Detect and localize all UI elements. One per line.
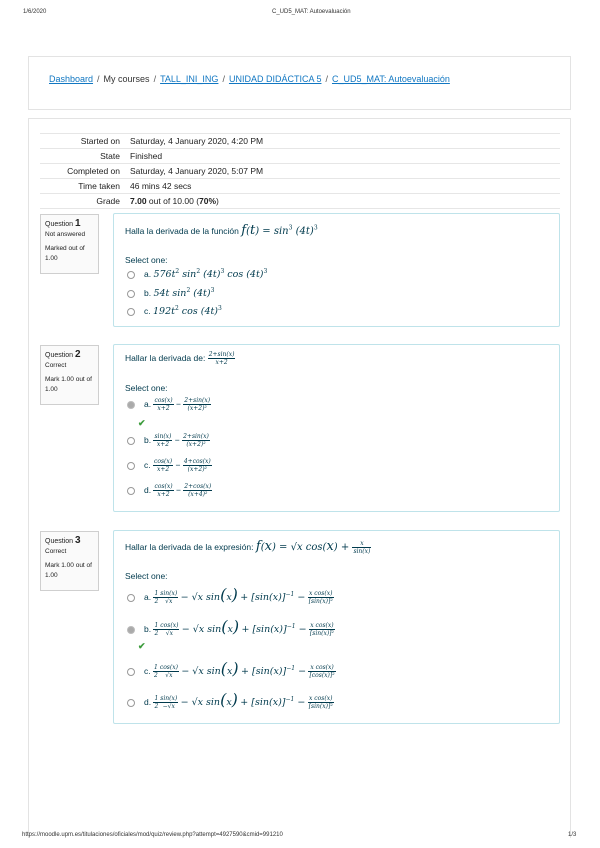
- question-word: Question: [45, 221, 74, 228]
- radio-icon[interactable]: [127, 271, 135, 279]
- question-number: 2: [74, 349, 81, 360]
- summary-label: Time taken: [78, 181, 120, 191]
- question-info-3: [40, 531, 99, 591]
- question-formula: $\frac{2+\sin(x)}{x+2}$: [208, 351, 235, 366]
- summary-value: 7.00 out of 10.00 (70%): [130, 196, 219, 206]
- question-state: Correct: [45, 362, 67, 369]
- breadcrumb-separator: /: [325, 74, 328, 84]
- question-text-3: [125, 539, 371, 555]
- answer-option-c[interactable]: c. $\frac{\cos(x)}{x+2}$ − $\frac{4+\cos(x)}{\text{(x+2)²}}$: [127, 458, 212, 473]
- summary-row-time: [40, 178, 560, 193]
- summary-row-completed: [40, 163, 560, 178]
- grade-percent: 70%: [199, 196, 217, 206]
- radio-icon[interactable]: [127, 437, 135, 445]
- answer-option-a[interactable]: a. $\frac{1}{2}$ $\frac{\sin(x)}{√x}$ − √x $\sin(x) + [\sin(x)]^{-1}$ − $\frac{\text{x cos(x)}}{\text{[sin(x)]²}}$: [127, 585, 334, 605]
- radio-icon[interactable]: [127, 487, 135, 495]
- answer-option-b[interactable]: b. $\frac{\sin(x)}{x+2}$ − $\frac{2+\sin(x)}{\text{(x+2)²}}$: [127, 433, 210, 448]
- radio-icon[interactable]: [127, 401, 135, 409]
- option-letter: c.: [144, 666, 151, 676]
- option-letter: b.: [144, 434, 152, 445]
- print-date: 1/6/2020: [23, 9, 47, 15]
- option-letter: d.: [144, 484, 152, 495]
- breadcrumb-dashboard-link[interactable]: Dashboard: [49, 74, 94, 84]
- breadcrumb-separator: /: [222, 74, 225, 84]
- question-info-2: [40, 345, 99, 405]
- question-info-1: [40, 214, 99, 274]
- answer-option-c[interactable]: c. $\frac{1}{2}$ $\frac{\cos(x)}{√x}$ − √x $\sin(x) + [\sin(x)]^{-1}$ − $\frac{\text{x cos(x)}}{\text{[cos(x)]²}}$: [127, 659, 336, 679]
- answer-option-c[interactable]: c. $192t^2$ $\cos (4t)^3$: [127, 305, 222, 317]
- option-letter: a.: [144, 592, 152, 602]
- summary-label: Grade: [96, 196, 120, 206]
- question-state: Correct: [45, 548, 67, 555]
- radio-icon[interactable]: [127, 626, 135, 634]
- breadcrumb-panel: [28, 56, 571, 110]
- summary-row-grade: [40, 193, 560, 209]
- answer-option-b[interactable]: b. $\frac{1}{2}$ $\frac{\cos(x)}{√x}$ − √x $\sin(x) + [\sin(x)]^{-1}$ − $\frac{\text{x cos(x)}}{\text{[sin(x)]²}}$: [127, 617, 335, 637]
- select-one-label: Select one:: [125, 571, 168, 581]
- question-number: 1: [74, 218, 81, 229]
- option-letter: c.: [144, 306, 151, 317]
- option-letter: d.: [144, 697, 152, 707]
- breadcrumb-separator: /: [153, 74, 157, 84]
- question-state: Not answered: [45, 231, 86, 238]
- summary-label: Started on: [80, 136, 120, 146]
- breadcrumb-course-link[interactable]: TALL_INI_ING: [160, 74, 219, 84]
- question-box-1: [113, 213, 560, 327]
- option-letter: b.: [144, 624, 152, 634]
- print-page-number: 1/3: [568, 832, 577, 838]
- check-icon: ✔: [138, 418, 146, 428]
- summary-label: Completed on: [67, 166, 120, 176]
- summary-row-started: [40, 133, 560, 148]
- radio-icon[interactable]: [127, 699, 135, 707]
- question-formula: $f(t) = \sin^3 (4t)^3$: [241, 223, 318, 238]
- summary-value: 46 mins 42 secs: [130, 181, 192, 191]
- summary-label: State: [100, 151, 120, 161]
- breadcrumb-unit-link[interactable]: UNIDAD DIDÁCTICA 5: [228, 74, 322, 84]
- question-prompt: Halla la derivada de la función: [125, 226, 239, 236]
- question-box-3: [113, 530, 560, 724]
- question-word: Question: [45, 538, 74, 545]
- answer-option-b[interactable]: b. 54t $\sin^2 (4t)^3$: [127, 287, 214, 299]
- breadcrumb: [49, 74, 450, 84]
- question-mark: Mark 1.00 out of 1.00: [45, 562, 92, 579]
- question-number: 3: [74, 535, 81, 546]
- summary-row-state: [40, 148, 560, 163]
- radio-icon[interactable]: [127, 308, 135, 316]
- breadcrumb-separator: /: [97, 74, 100, 84]
- question-prompt: Hallar la derivada de la expresión:: [125, 542, 254, 552]
- question-text-2: [125, 351, 235, 366]
- grade-out-of: out of 10.00: [148, 196, 194, 206]
- radio-icon[interactable]: [127, 290, 135, 298]
- grade-value: 7.00: [130, 196, 147, 206]
- summary-value: Saturday, 4 January 2020, 4:20 PM: [130, 136, 264, 146]
- breadcrumb-quiz-link[interactable]: C_UD5_MAT: Autoevaluación: [331, 74, 450, 84]
- radio-icon[interactable]: [127, 462, 135, 470]
- question-formula: f(x) = √x cos(x) + $\frac{x}{\sin(x)}$: [255, 539, 371, 555]
- summary-value: Saturday, 4 January 2020, 5:07 PM: [130, 166, 264, 176]
- option-letter: a.: [144, 269, 152, 280]
- option-letter: c.: [144, 459, 151, 470]
- attempt-summary-table: [40, 133, 560, 209]
- question-box-2: [113, 344, 560, 512]
- option-letter: a.: [144, 398, 152, 409]
- print-url: https://moodle.upm.es/titulaciones/oficiales/mod/quiz/review.php?attempt=4927590&cmid=991210: [22, 832, 283, 838]
- radio-icon[interactable]: [127, 594, 135, 602]
- radio-icon[interactable]: [127, 668, 135, 676]
- question-text-1: [125, 223, 318, 238]
- answer-option-d[interactable]: d. $\frac{\cos(x)}{x+2}$ − $\frac{2+\cos(x)}{\text{(x+4)²}}$: [127, 483, 212, 498]
- answer-option-a[interactable]: a. $576t^2$ $\sin^2 (4t)^3$ $\cos (4t)^3$: [127, 268, 267, 280]
- check-icon: ✔: [138, 641, 146, 651]
- option-letter: b.: [144, 288, 152, 299]
- answer-option-a[interactable]: a. $\frac{\cos(x)}{x+2}$ − $\frac{2+\sin(x)}{\text{(x+2)²}}$: [127, 397, 211, 412]
- question-mark: Mark 1.00 out of 1.00: [45, 376, 92, 393]
- answer-option-d[interactable]: d. $\frac{1}{2}$ $\frac{\sin(x)}{-√x}$ − √x $\sin(x) + [\sin(x)]^{-1}$ − $\frac{\text{x cos(x)}}{\text{[sin(x)]²}}$: [127, 690, 334, 710]
- select-one-label: Select one:: [125, 255, 168, 265]
- question-mark: Marked out of 1.00: [45, 245, 85, 262]
- breadcrumb-my-courses[interactable]: My courses: [103, 74, 150, 84]
- print-doc-title: C_UD5_MAT: Autoevaluación: [272, 9, 351, 15]
- question-prompt: Hallar la derivada de:: [125, 352, 206, 363]
- summary-value: Finished: [130, 151, 163, 161]
- question-word: Question: [45, 352, 74, 359]
- select-one-label: Select one:: [125, 383, 168, 393]
